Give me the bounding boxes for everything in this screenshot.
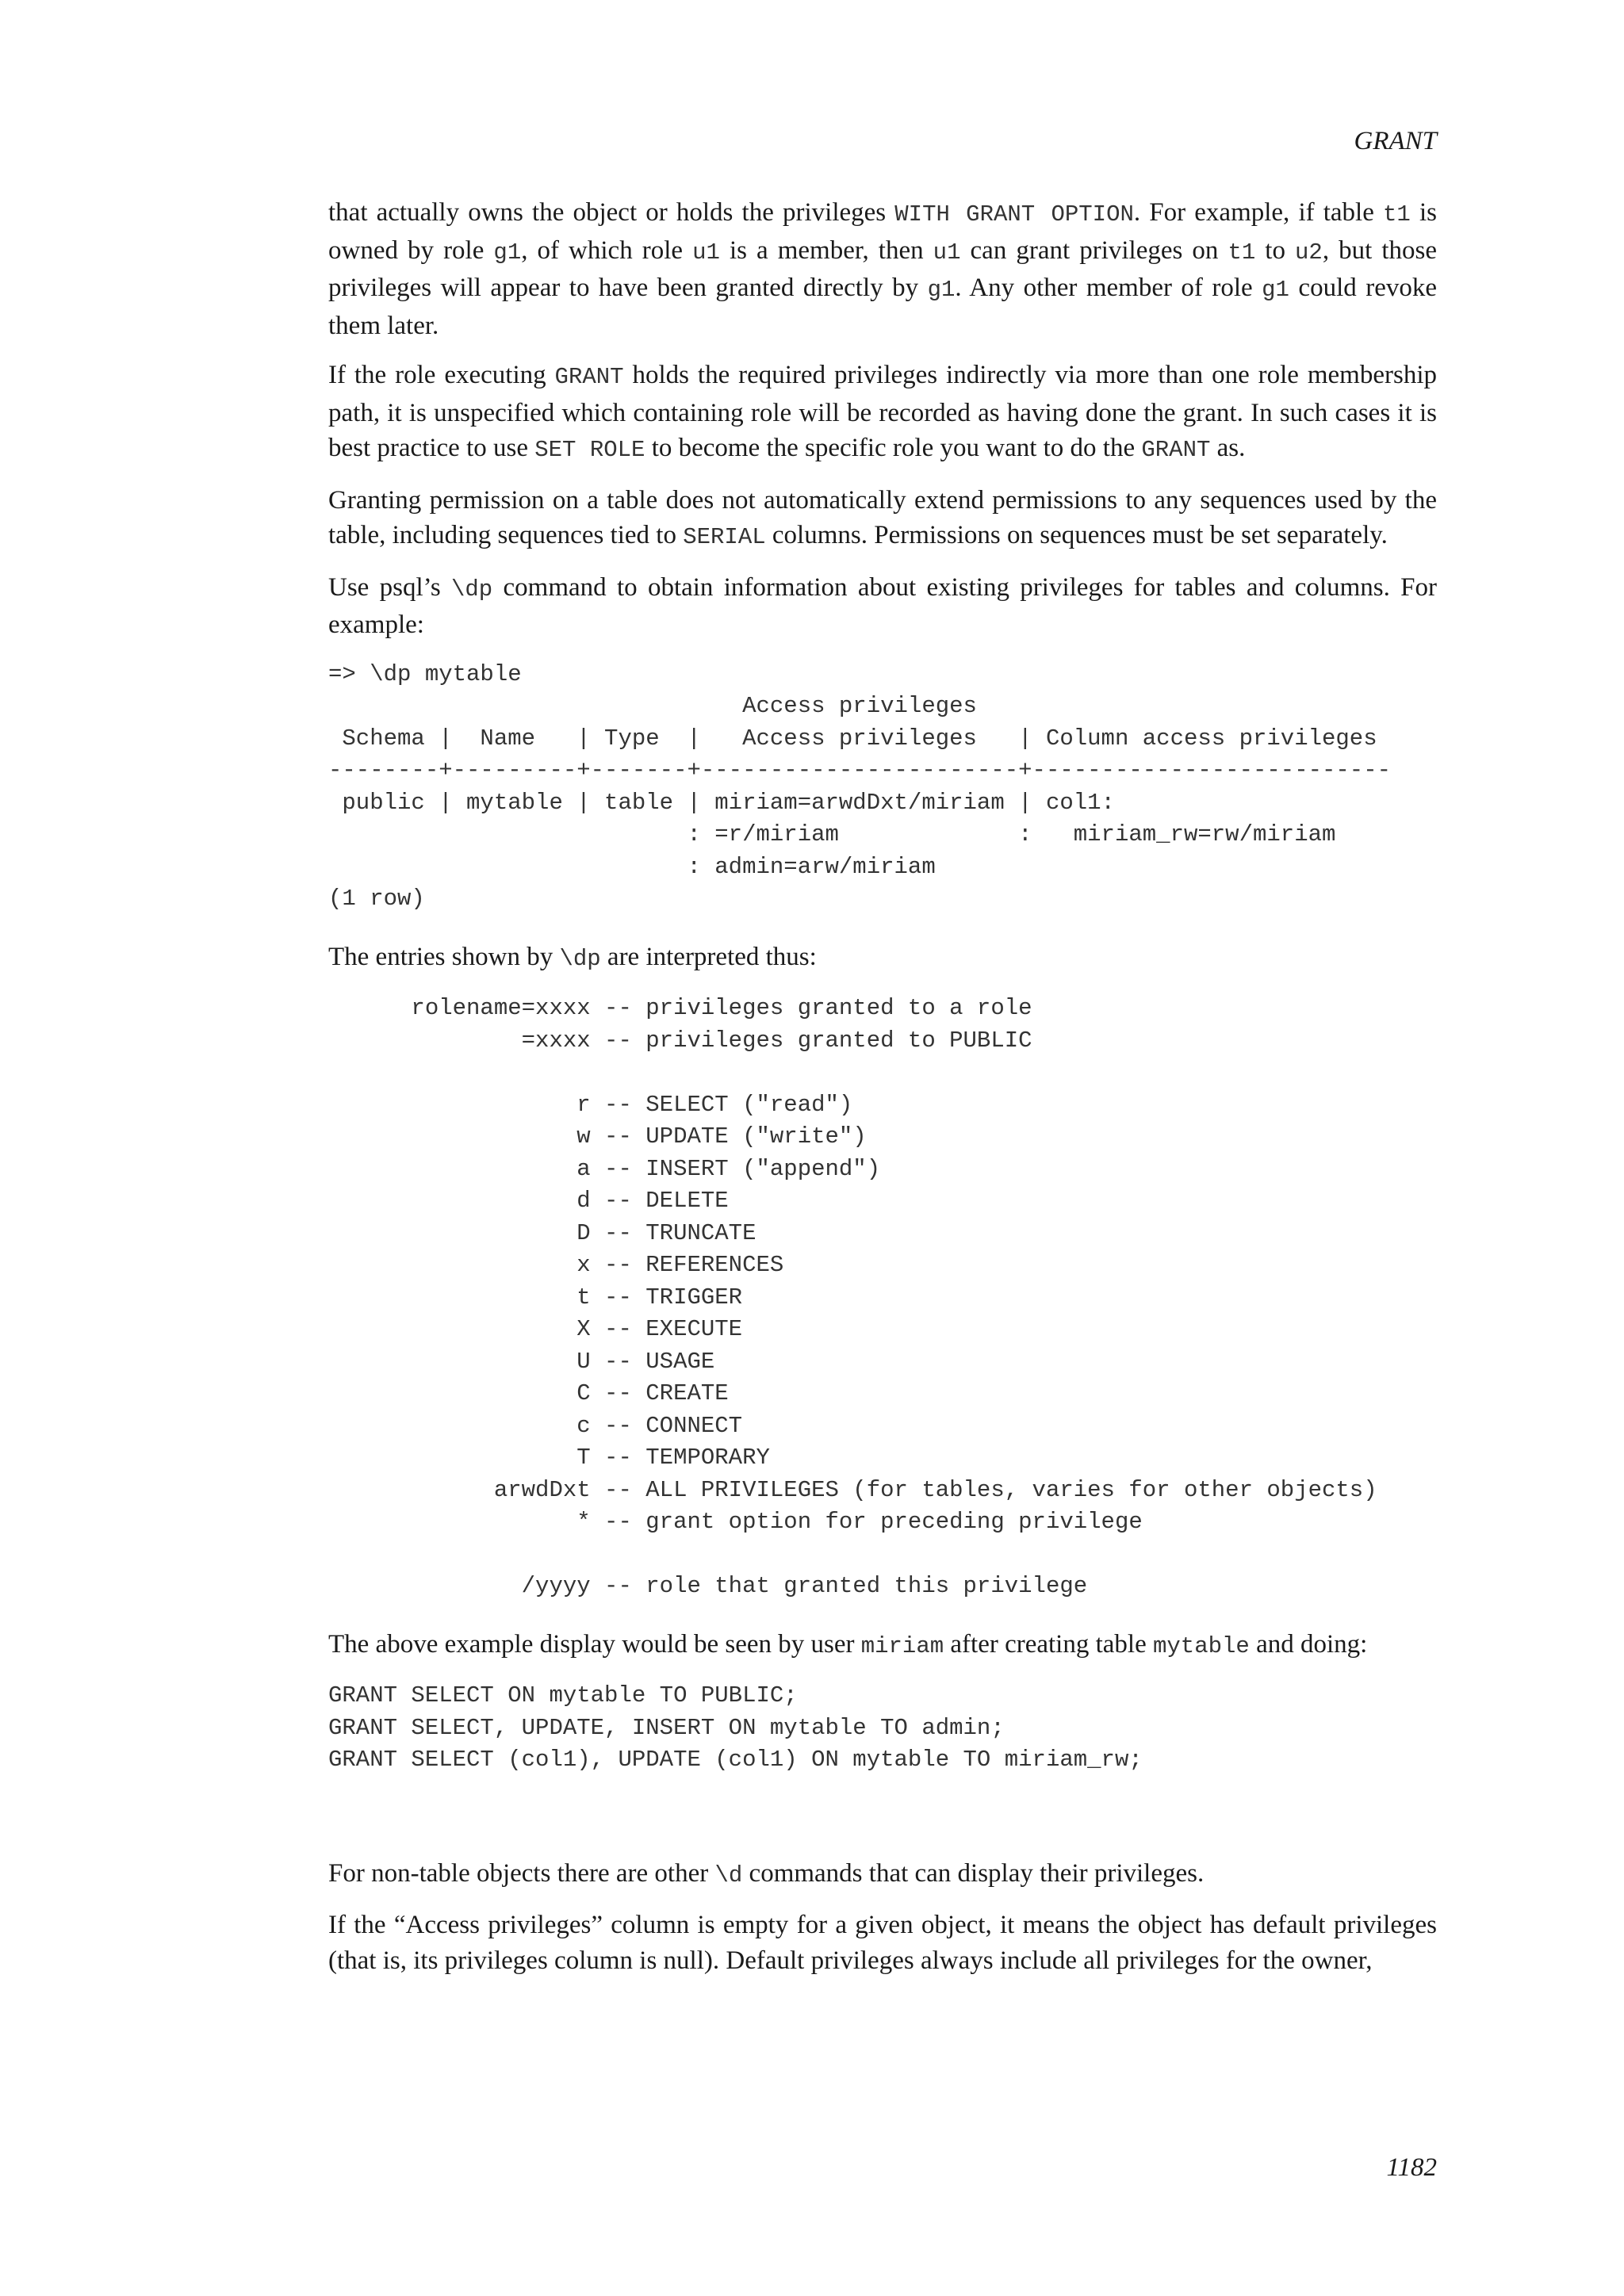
paragraph-example-display: The above example display would be seen by user miriam after creating table mytable and doing: xyxy=(328,1629,1368,1659)
paragraph-grant-option: that actually owns the object or holds the privileges WITH GRANT OPTION. For example, if table t1 is owned by role g1, of which role u1 is a member, then u1 can grant privileges on t1 to u2, but those privileges will appear to have been granted directly by g1. Any other member of role g1 could revoke them later. xyxy=(328,198,1437,340)
paragraph-sequences: Granting permission on a table does not automatically extend permissions to any sequences used by the table, including sequences tied to SERIAL columns. Permissions on sequences must be set separately. xyxy=(328,485,1437,550)
dp-example-output: => \dp mytable Access privileges Schema | Name | Type | Access privileges | Column access privileges --------+---------+-------+-----------------------+-------------------------- public | mytable | table | miriam=arwdDxt/miriam | col1: : =r/miriam : miriam_rw=rw/miriam : admin=arw/miriam (1 row) xyxy=(328,660,1392,912)
paragraph-non-table-objects: For non-table objects there are other \d commands that can display their privileges. xyxy=(328,1858,1205,1888)
spacer xyxy=(328,1800,1437,1856)
page-content xyxy=(328,195,1437,1992)
paragraph-role-membership: If the role executing GRANT holds the required privileges indirectly via more than one role membership path, it is unspecified which containing role will be recorded as having done the grant. In such cases it is best practice to use SET ROLE to become the specific role you want to do the GRANT as. xyxy=(328,361,1437,463)
privilege-legend: rolename=xxxx -- privileges granted to a role =xxxx -- privileges granted to PUBLIC r -- SELECT ("read") w -- UPDATE ("write") a -- INSERT ("append") d -- DELETE D -- TRUNCATE x -- REFERENCES t -- TRIGGER X -- EXECUTE U -- USAGE C -- CREATE c -- CONNECT T -- TEMPORARY arwdDxt -- ALL PRIVILEGES (for tables, varies for other objects) * -- grant option for preceding privilege /yyyy -- role that granted this privilege xyxy=(411,995,1377,1599)
page-number: 1182 xyxy=(1386,2153,1437,2182)
dp-example-block xyxy=(328,659,1437,916)
privilege-legend-block xyxy=(328,993,1437,1603)
paragraph-default-privileges: If the “Access privileges” column is empty for a given object, it means the object has default privileges (that is, its privileges column is null). Default privileges always include all privileges for the owner, xyxy=(328,1911,1437,1975)
grant-example-block xyxy=(328,1680,1437,1777)
paragraph-entries-shown: The entries shown by \dp are interpreted thus: xyxy=(328,942,817,972)
grant-example-code: GRANT SELECT ON mytable TO PUBLIC; GRANT SELECT, UPDATE, INSERT ON mytable TO admin; GRANT SELECT (col1), UPDATE (col1) ON mytable TO miriam_rw; xyxy=(328,1682,1143,1773)
paragraph-psql-dp: Use psql’s \dp command to obtain information about existing privileges for tables and columns. For example: xyxy=(328,572,1438,639)
running-header: GRANT xyxy=(1354,127,1437,155)
